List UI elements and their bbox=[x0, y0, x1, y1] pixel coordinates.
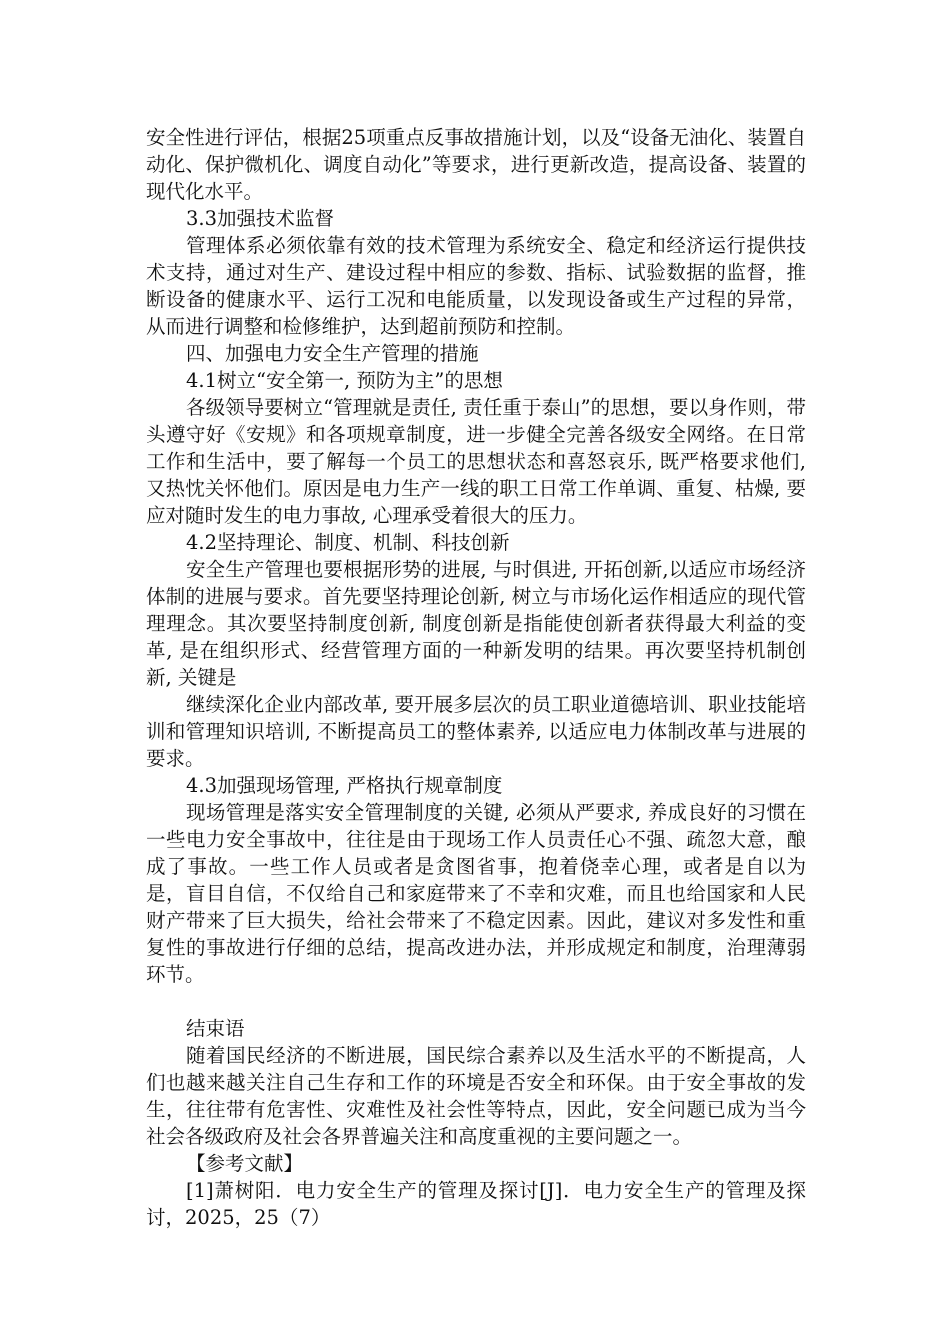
section-heading-conclusion: 结束语 bbox=[186, 1017, 245, 1040]
section-heading-4-1: 4.1树立“安全第一, 预防为主”的思想 bbox=[186, 369, 503, 392]
paragraph-site-management: 现场管理是落实安全管理制度的关键, 必须从严要求, 养成良好的习惯在一些电力安全事故中，往往是由于现场工作人员责任心不强、疏忽大意，酿成了事故。一些工作人员或者是贪图省事，抱着侥幸心理，或者是自以为是，盲目自信，不仅给自己和家庭带来了不幸和灾难，而且也给国家和人民财产带来了巨大损失，给社会带来了不稳定因素。因此，建议对多发性和重复性的事故进行仔细的总结，提高改进办法，并形成规定和制度，治理薄弱环节。 bbox=[146, 801, 806, 986]
paragraph-leadership-responsibility: 各级领导要树立“管理就是责任, 责任重于泰山”的思想，要以身作则，带头遵守好《安规》和各项规章制度，进一步健全完善各级安全网络。在日常工作和生活中，要了解每一个员工的思想状态和喜怒哀乐, 既严格要求他们, 又热忱关怀他们。原因是电力生产一线的职工日常工作单调、重复、枯燥, 要应对随时发生的电力事故, 心理承受着很大的压力。 bbox=[146, 396, 806, 527]
paragraph-assessment-continuation: 安全性进行评估，根据25项重点反事故措施计划，以及“设备无油化、装置自动化、保护微机化、调度自动化”等要求，进行更新改造，提高设备、装置的现代化水平。 bbox=[146, 126, 806, 203]
paragraph-technical-supervision: 管理体系必须依靠有效的技术管理为系统安全、稳定和经济运行提供技术支持，通过对生产、建设过程中相应的参数、指标、试验数据的监督，推断设备的健康水平、运行工况和电能质量，以发现设备或生产过程的异常，从而进行调整和检修维护，达到超前预防和控制。 bbox=[146, 234, 806, 338]
paragraph-conclusion: 随着国民经济的不断进展，国民综合素养以及生活水平的不断提高，人们也越来越关注自己生存和工作的环境是否安全和环保。由于安全事故的发生，往往带有危害性、灾难性及社会性等特点，因此，安全问题已成为当今社会各级政府及社会各界普遍关注和高度重视的主要问题之一。 bbox=[146, 1044, 806, 1148]
section-heading-4: 四、加强电力安全生产管理的措施 bbox=[186, 342, 479, 365]
reference-item-1: [1]萧树阳．电力安全生产的管理及探讨[J]．电力安全生产的管理及探讨，2025，25（7） bbox=[146, 1179, 806, 1229]
section-heading-3-3: 3.3加强技术监督 bbox=[186, 207, 335, 230]
references-heading: 【参考文献】 bbox=[186, 1152, 304, 1175]
section-heading-4-3: 4.3加强现场管理, 严格执行规章制度 bbox=[186, 774, 503, 797]
paragraph-reform-training: 继续深化企业内部改革, 要开展多层次的员工职业道德培训、职业技能培训和管理知识培训, 不断提高员工的整体素养, 以适应电力体制改革与进展的要求。 bbox=[146, 693, 806, 770]
paragraph-innovation: 安全生产管理也要根据形势的进展, 与时俱进, 开拓创新,以适应市场经济体制的进展与要求。首先要坚持理论创新, 树立与市场化运作相适应的现代管理理念。其次要坚持制度创新, 制度创新是指能使创新者获得最大利益的变革, 是在组织形式、经营管理方面的一种新发明的结果。再次要坚持机制创新, 关键是 bbox=[146, 558, 806, 689]
document-body bbox=[146, 124, 806, 1231]
section-heading-4-2: 4.2坚持理论、制度、机制、科技创新 bbox=[186, 531, 510, 554]
blank-line bbox=[146, 988, 806, 1015]
